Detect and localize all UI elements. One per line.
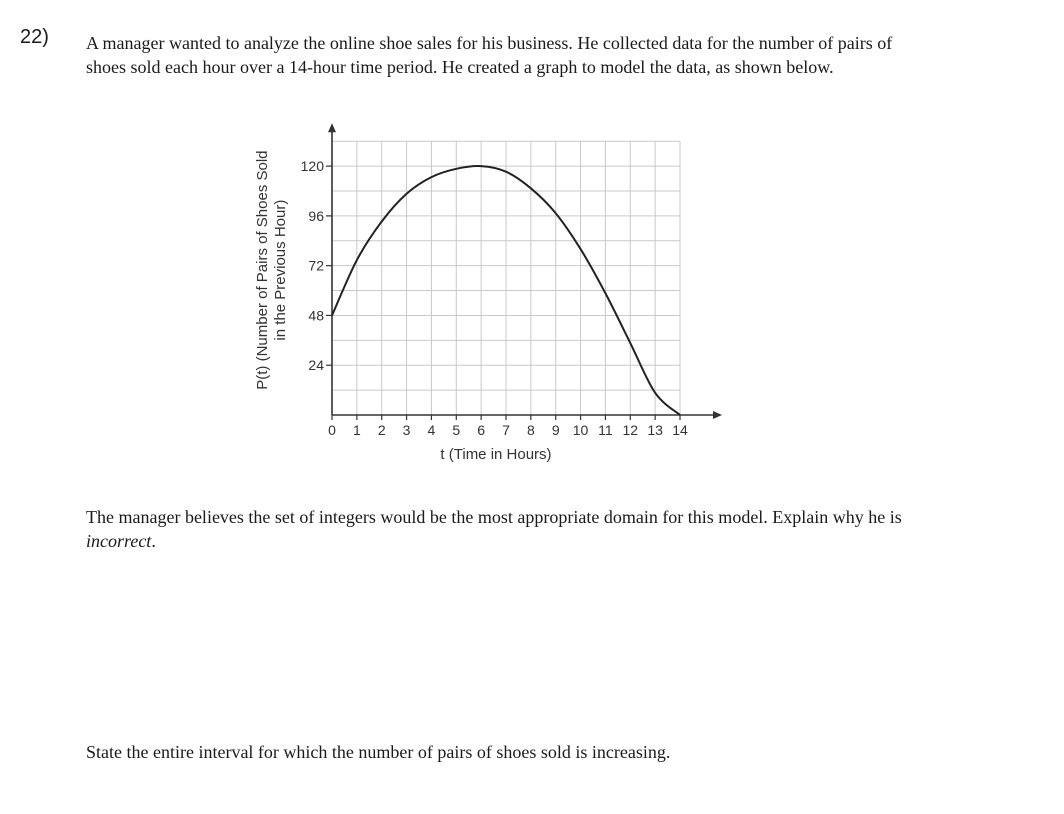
x-tick-label: 3 bbox=[402, 422, 411, 438]
y-axis-arrow bbox=[328, 123, 336, 132]
question-intro: A manager wanted to analyze the online shoe sales for his business. He collected data for the number of pairs of shoes sold each hour over a 14-hour time period. He created a graph to model the data, as shown below. bbox=[86, 33, 893, 77]
y-tick-label: 120 bbox=[300, 158, 324, 175]
x-tick-label: 13 bbox=[647, 422, 663, 438]
x-tick-label: 7 bbox=[502, 422, 510, 438]
x-tick-label: 0 bbox=[328, 422, 336, 438]
part1-emphasis: incorrect bbox=[86, 531, 152, 551]
part1-end: . bbox=[151, 531, 156, 551]
x-tick-label: 2 bbox=[377, 422, 386, 438]
x-tick-label: 11 bbox=[598, 422, 613, 438]
question-part1 bbox=[86, 505, 936, 553]
y-axis-label-line1: P(t) (Number of Pairs of Shoes Sold bbox=[254, 150, 271, 390]
axes bbox=[326, 123, 722, 420]
x-tick-label: 4 bbox=[427, 422, 436, 438]
shoe-sales-graph bbox=[240, 120, 740, 480]
question-part2: State the entire interval for which the number of pairs of shoes sold is increasing. bbox=[86, 742, 671, 762]
x-tick-label: 8 bbox=[526, 422, 535, 438]
y-tick-labels bbox=[301, 158, 325, 373]
part1-text: The manager believes the set of integers would be the most appropriate domain for this model. Explain why he is bbox=[86, 507, 902, 527]
x-tick-label: 12 bbox=[622, 422, 639, 438]
x-axis-label: t (Time in Hours) bbox=[440, 446, 552, 463]
x-tick-label: 10 bbox=[572, 422, 589, 438]
x-tick-labels bbox=[328, 422, 688, 438]
y-tick-label: 96 bbox=[308, 207, 324, 224]
x-tick-label: 1 bbox=[352, 422, 361, 438]
x-axis-arrow bbox=[713, 411, 722, 419]
grid bbox=[332, 141, 680, 415]
x-tick-label: 6 bbox=[477, 422, 486, 438]
y-tick-label: 72 bbox=[308, 257, 324, 274]
y-axis-label-line2: in the Previous Hour) bbox=[272, 199, 289, 341]
x-tick-label: 14 bbox=[672, 422, 688, 438]
y-tick-label: 24 bbox=[308, 357, 324, 374]
x-tick-label: 9 bbox=[551, 422, 560, 438]
question-number: 22) bbox=[20, 26, 49, 48]
x-tick-label: 5 bbox=[452, 422, 461, 438]
y-tick-label: 48 bbox=[308, 307, 324, 324]
